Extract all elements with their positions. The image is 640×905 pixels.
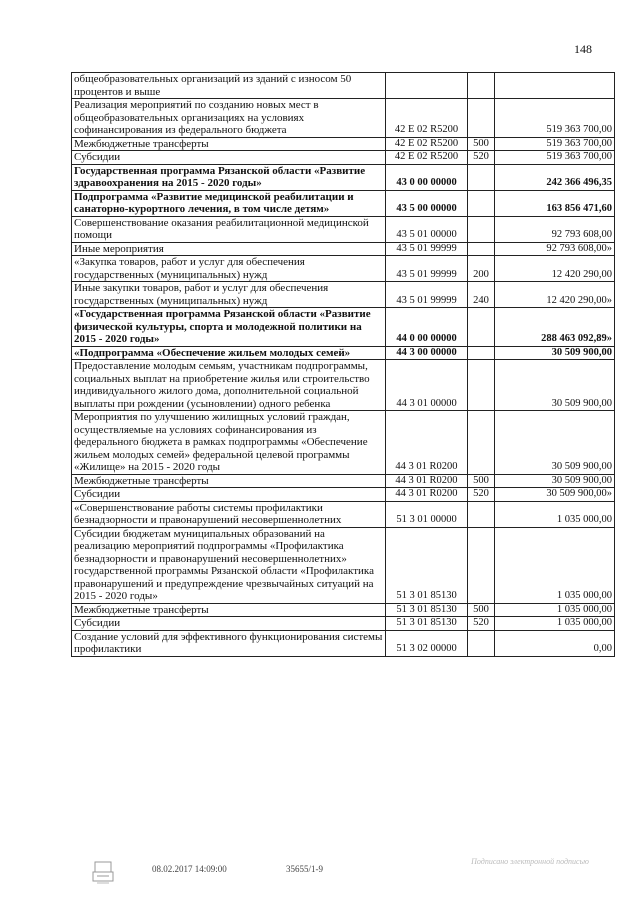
row-expense-type bbox=[468, 308, 495, 347]
row-amount: 30 509 900,00 bbox=[495, 411, 615, 475]
row-budget-code: 42 Е 02 R5200 bbox=[386, 137, 468, 151]
row-expense-type bbox=[468, 73, 495, 99]
row-budget-code: 44 3 01 00000 bbox=[386, 360, 468, 411]
row-amount: 163 856 471,60 bbox=[495, 190, 615, 216]
row-amount: 519 363 700,00 bbox=[495, 137, 615, 151]
table-row bbox=[72, 73, 615, 99]
table-row bbox=[72, 151, 615, 165]
row-amount: 242 366 496,35 bbox=[495, 164, 615, 190]
row-expense-type: 520 bbox=[468, 488, 495, 502]
page-number: 148 bbox=[574, 42, 592, 56]
row-description: Иные мероприятия bbox=[72, 242, 386, 256]
row-description: Создание условий для эффективного функционирования системы профилактики bbox=[72, 630, 386, 656]
table-row bbox=[72, 527, 615, 603]
row-expense-type: 500 bbox=[468, 137, 495, 151]
table-row bbox=[72, 501, 615, 527]
row-amount bbox=[495, 73, 615, 99]
row-description: «Государственная программа Рязанской области «Развитие физической культуры, спорта и молодежной политики на 2015 - 2020 годы» bbox=[72, 308, 386, 347]
row-expense-type bbox=[468, 216, 495, 242]
row-description: Межбюджетные трансферты bbox=[72, 474, 386, 488]
table-row bbox=[72, 603, 615, 617]
row-expense-type: 240 bbox=[468, 282, 495, 308]
row-description: Субсидии bbox=[72, 488, 386, 502]
row-amount: 30 509 900,00» bbox=[495, 488, 615, 502]
row-amount: 1 035 000,00 bbox=[495, 501, 615, 527]
row-expense-type bbox=[468, 99, 495, 138]
row-description: Государственная программа Рязанской области «Развитие здравоохранения на 2015 - 2020 годы» bbox=[72, 164, 386, 190]
row-description: Реализация мероприятий по созданию новых мест в общеобразовательных организациях на условиях софинансирования из федерального бюджета bbox=[72, 99, 386, 138]
footer-doc-number: 35655/1-9 bbox=[286, 864, 323, 874]
printer-logo-icon bbox=[92, 860, 114, 886]
row-budget-code: 43 5 01 99999 bbox=[386, 256, 468, 282]
row-description: Субсидии бюджетам муниципальных образований на реализацию мероприятий подпрограммы «Профилактика безнадзорности и правонарушений несовершеннолетних» государственной программы Рязанской области «Профилактика правонарушений и предупреждение чрезвычайных ситуаций на 2015 - 2020 годы» bbox=[72, 527, 386, 603]
row-description: Мероприятия по улучшению жилищных условий граждан, осуществляемые на условиях софинансирования из федерального бюджета в рамках подпрограммы «Обеспечение жильем молодых семей» федеральной целевой программы «Жилище» на 2015 - 2020 годы bbox=[72, 411, 386, 475]
table-row bbox=[72, 617, 615, 631]
table-row bbox=[72, 474, 615, 488]
row-expense-type: 520 bbox=[468, 151, 495, 165]
row-amount: 92 793 608,00 bbox=[495, 216, 615, 242]
row-amount: 30 509 900,00 bbox=[495, 474, 615, 488]
footer-datetime: 08.02.2017 14:09:00 bbox=[152, 864, 227, 874]
row-amount: 30 509 900,00 bbox=[495, 346, 615, 360]
row-description: «Совершенствование работы системы профилактики безнадзорности и правонарушений несовершеннолетних bbox=[72, 501, 386, 527]
table-row bbox=[72, 346, 615, 360]
row-description: Межбюджетные трансферты bbox=[72, 137, 386, 151]
row-description: Предоставление молодым семьям, участникам подпрограммы, социальных выплат на приобретение жилья или строительство индивидуального жилого дома, дополнительной социальной выплаты при рождении (усыновлении) одного ребенка bbox=[72, 360, 386, 411]
table-row bbox=[72, 256, 615, 282]
row-expense-type bbox=[468, 411, 495, 475]
row-budget-code: 43 5 00 00000 bbox=[386, 190, 468, 216]
row-amount: 12 420 290,00 bbox=[495, 256, 615, 282]
row-expense-type bbox=[468, 190, 495, 216]
row-budget-code bbox=[386, 73, 468, 99]
row-expense-type bbox=[468, 527, 495, 603]
table-row bbox=[72, 190, 615, 216]
table-row bbox=[72, 411, 615, 475]
budget-table-body bbox=[72, 73, 615, 657]
row-expense-type bbox=[468, 360, 495, 411]
row-description: Подпрограмма «Развитие медицинской реабилитации и санаторно-курортного лечения, в том числе детям» bbox=[72, 190, 386, 216]
row-amount: 30 509 900,00 bbox=[495, 360, 615, 411]
row-budget-code: 42 Е 02 R5200 bbox=[386, 99, 468, 138]
row-budget-code: 44 3 00 00000 bbox=[386, 346, 468, 360]
row-budget-code: 43 0 00 00000 bbox=[386, 164, 468, 190]
row-budget-code: 44 0 00 00000 bbox=[386, 308, 468, 347]
table-row bbox=[72, 216, 615, 242]
table-row bbox=[72, 242, 615, 256]
row-amount: 12 420 290,00» bbox=[495, 282, 615, 308]
row-expense-type bbox=[468, 630, 495, 656]
row-expense-type: 500 bbox=[468, 474, 495, 488]
row-budget-code: 43 5 01 99999 bbox=[386, 242, 468, 256]
row-budget-code: 43 5 01 00000 bbox=[386, 216, 468, 242]
table-row bbox=[72, 488, 615, 502]
row-description: Субсидии bbox=[72, 151, 386, 165]
row-description: Межбюджетные трансферты bbox=[72, 603, 386, 617]
row-amount: 0,00 bbox=[495, 630, 615, 656]
row-description: Совершенствование оказания реабилитационной медицинской помощи bbox=[72, 216, 386, 242]
table-row bbox=[72, 282, 615, 308]
row-expense-type: 200 bbox=[468, 256, 495, 282]
table-row bbox=[72, 308, 615, 347]
row-amount: 1 035 000,00 bbox=[495, 603, 615, 617]
table-row bbox=[72, 99, 615, 138]
row-amount: 519 363 700,00 bbox=[495, 99, 615, 138]
row-budget-code: 44 3 01 R0200 bbox=[386, 488, 468, 502]
row-budget-code: 51 3 01 00000 bbox=[386, 501, 468, 527]
row-budget-code: 51 3 01 85130 bbox=[386, 603, 468, 617]
row-budget-code: 51 3 01 85130 bbox=[386, 617, 468, 631]
row-description: «Закупка товаров, работ и услуг для обеспечения государственных (муниципальных) нужд bbox=[72, 256, 386, 282]
row-amount: 92 793 608,00» bbox=[495, 242, 615, 256]
table-row bbox=[72, 630, 615, 656]
row-expense-type bbox=[468, 501, 495, 527]
row-amount: 519 363 700,00 bbox=[495, 151, 615, 165]
row-budget-code: 51 3 01 85130 bbox=[386, 527, 468, 603]
row-description: «Подпрограмма «Обеспечение жильем молодых семей» bbox=[72, 346, 386, 360]
row-budget-code: 42 Е 02 R5200 bbox=[386, 151, 468, 165]
row-description: общеобразовательных организаций из зданий с износом 50 процентов и выше bbox=[72, 73, 386, 99]
table-row bbox=[72, 164, 615, 190]
row-budget-code: 51 3 02 00000 bbox=[386, 630, 468, 656]
row-amount: 1 035 000,00 bbox=[495, 527, 615, 603]
budget-table bbox=[71, 72, 615, 657]
row-budget-code: 43 5 01 99999 bbox=[386, 282, 468, 308]
row-expense-type bbox=[468, 242, 495, 256]
row-expense-type: 520 bbox=[468, 617, 495, 631]
row-budget-code: 44 3 01 R0200 bbox=[386, 474, 468, 488]
row-expense-type: 500 bbox=[468, 603, 495, 617]
row-expense-type bbox=[468, 164, 495, 190]
row-expense-type bbox=[468, 346, 495, 360]
row-budget-code: 44 3 01 R0200 bbox=[386, 411, 468, 475]
row-description: Иные закупки товаров, работ и услуг для обеспечения государственных (муниципальных) нужд bbox=[72, 282, 386, 308]
row-amount: 288 463 092,89» bbox=[495, 308, 615, 347]
row-description: Субсидии bbox=[72, 617, 386, 631]
table-row bbox=[72, 137, 615, 151]
row-amount: 1 035 000,00 bbox=[495, 617, 615, 631]
footer-signature-stamp: Подписано электронной подписью bbox=[471, 857, 589, 866]
table-row bbox=[72, 360, 615, 411]
